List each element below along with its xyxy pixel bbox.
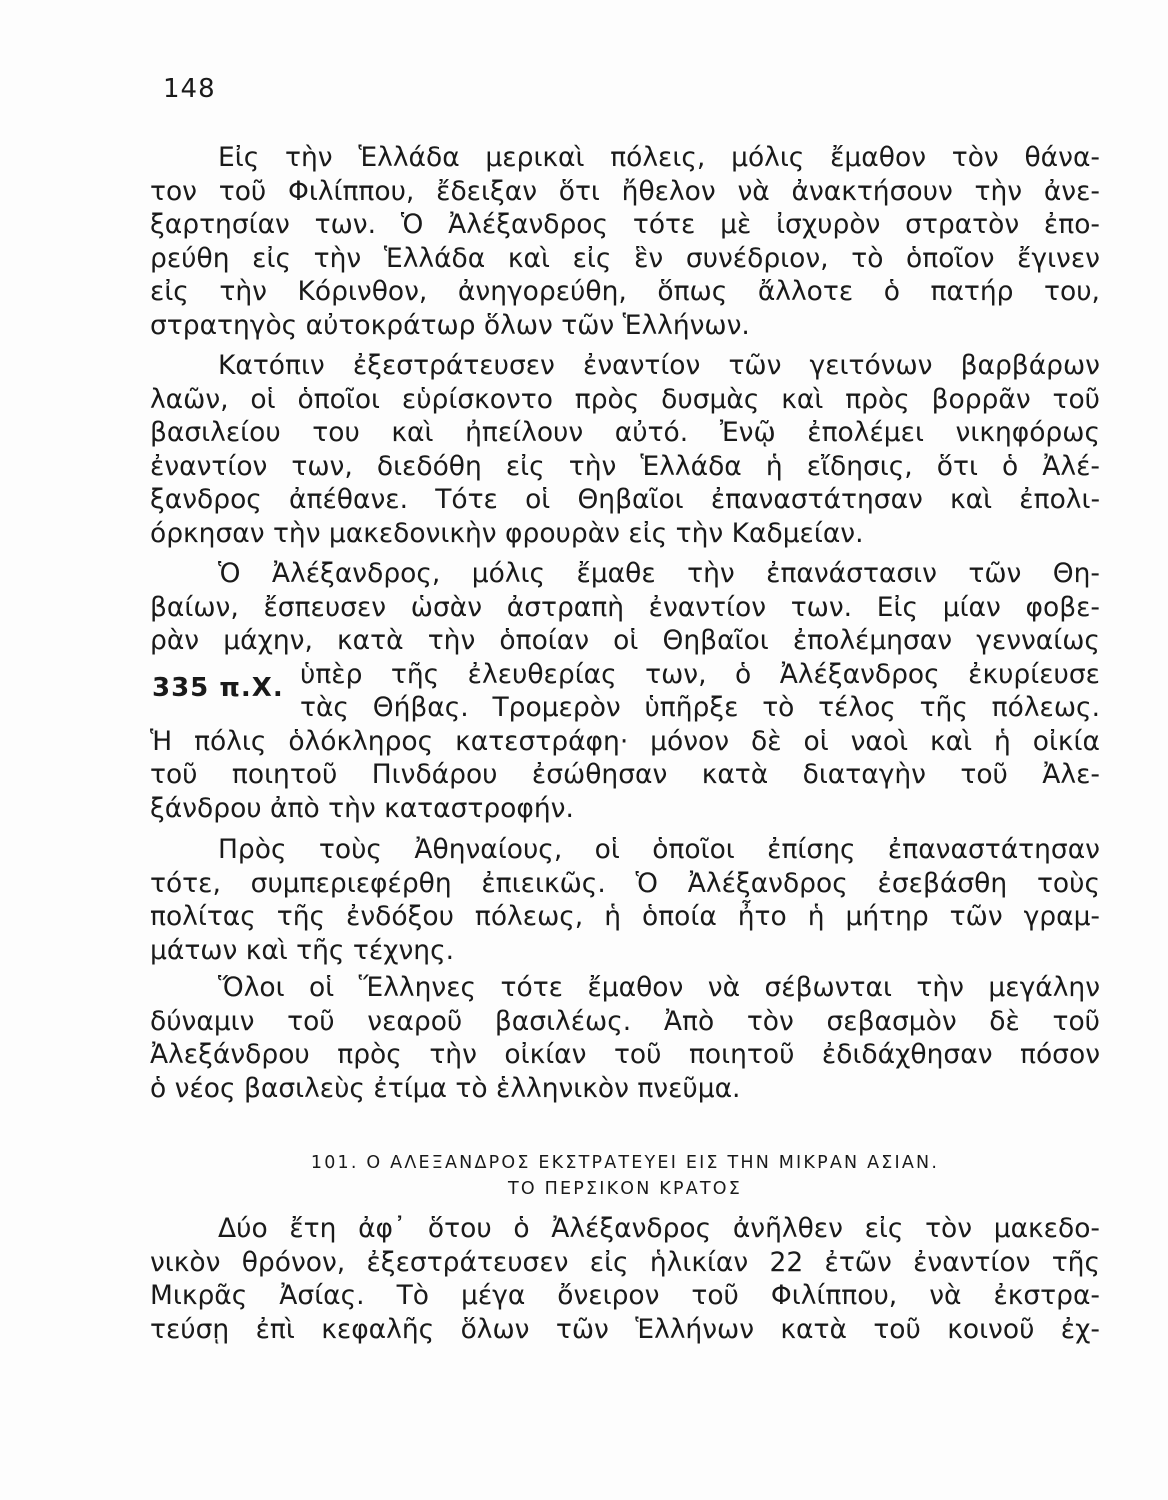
text-line: ὁ νέος βασιλεὺς ἐτίμα τὸ ἑλληνικὸν πνεῦμα. [150,1072,741,1104]
text-line: Κατόπιν ἐξεστράτευσεν ἐναντίον τῶν γειτόνων βαρβάρων [218,350,1100,381]
page-number: 148 [163,74,216,104]
text-line: βαίων, ἔσπευσεν ὡσὰν ἀστραπὴ ἐναντίον των. Εἰς μίαν φοβε- [150,591,1100,623]
text-line: μάτων καὶ τῆς τέχνης. [150,934,455,966]
text-line: ξάνδρου ἀπὸ τὴν καταστροφήν. [150,792,574,824]
text-line: Ἀλεξάνδρου πρὸς τὴν οἰκίαν τοῦ ποιητοῦ ἐδιδάχθησαν πόσον [150,1039,1100,1070]
text-line: Εἰς τὴν Ἑλλάδα μερικαὶ πόλεις, μόλις ἔμαθον τὸν θάνα- [218,142,1100,173]
text-line: ρεύθη εἰς τὴν Ἑλλάδα καὶ εἰς ἓν συνέδριον, τὸ ὁποῖον ἔγινεν [150,242,1100,274]
paragraph-2 [150,349,1100,550]
text-line: νικὸν θρόνον, ἐξεστράτευσεν εἰς ἡλικίαν 22 ἐτῶν ἐναντίον τῆς [150,1246,1100,1278]
text-line: Μικρᾶς Ἀσίας. Τὸ μέγα ὄνειρον τοῦ Φιλίππου, νὰ ἐκστρα- [150,1280,1100,1311]
text-line: ξαρτησίαν των. Ὁ Ἀλέξανδρος τότε μὲ ἰσχυρὸν στρατὸν ἐπο- [150,209,1100,240]
text-line: βασιλείου του καὶ ἠπείλουν αὐτό. Ἐνῷ ἐπολέμει νικηφόρως [150,417,1100,448]
text-line: στρατηγὸς αὐτοκράτωρ ὅλων τῶν Ἑλλήνων. [150,309,750,341]
section-heading-subtitle: ΤΟ ΠΕΡΣΙΚΟΝ ΚΡΑΤΟΣ [507,1179,743,1199]
text-line: τεύσῃ ἐπὶ κεφαλῆς ὅλων τῶν Ἑλλήνων κατὰ τοῦ κοινοῦ ἐχ- [150,1313,1100,1345]
margin-date-note: 335 π.Χ. [152,673,284,703]
paragraph-4 [150,833,1100,967]
text-line: ἐναντίον των, διεδόθη εἰς τὴν Ἑλλάδα ἡ εἴδησις, ὅτι ὁ Ἀλέ- [150,450,1100,482]
text-line: τον τοῦ Φιλίππου, ἔδειξαν ὅτι ἤθελον νὰ ἀνακτήσουν τὴν ἀνε- [150,175,1100,207]
text-line: Δύο ἔτη ἀφ᾽ ὅτου ὁ Ἀλέξανδρος ἀνῆλθεν εἰς τὸν μακεδο- [218,1213,1100,1244]
text-line: Ἡ πόλις ὁλόκληρος κατεστράφη· μόνον δὲ οἱ ναοὶ καὶ ἡ οἰκία [150,725,1100,757]
text-line: Ὅλοι οἱ Ἕλληνες τότε ἔμαθον νὰ σέβωνται τὴν μεγάλην [218,972,1100,1003]
text-line: ξανδρος ἀπέθανε. Τότε οἱ Θηβαῖοι ἐπαναστάτησαν καὶ ἐπολι- [150,484,1100,515]
section-heading [150,1150,1100,1202]
text-line: ὑπὲρ τῆς ἐλευθερίας των, ὁ Ἀλέξανδρος ἐκυρίευσε [300,658,1100,690]
paragraph-1 [150,141,1100,342]
text-line: τοῦ ποιητοῦ Πινδάρου ἐσώθησαν κατὰ διαταγὴν τοῦ Ἀλε- [150,759,1100,790]
text-line: λαῶν, οἱ ὁποῖοι εὑρίσκοντο πρὸς δυσμὰς καὶ πρὸς βορρᾶν τοῦ [150,383,1100,415]
paragraph-3 [150,557,1100,825]
text-line: τότε, συμπεριεφέρθη ἐπιεικῶς. Ὁ Ἀλέξανδρος ἐσεβάσθη τοὺς [150,867,1100,899]
paragraph-5 [150,971,1100,1105]
text-line: όρκησαν τὴν μακεδονικὴν φρουρὰν εἰς τὴν Καδμείαν. [150,517,864,549]
text-line: πολίτας τῆς ἐνδόξου πόλεως, ἡ ὁποία ἦτο ἡ μήτηρ τῶν γραμ- [150,901,1100,932]
text-line: ρὰν μάχην, κατὰ τὴν ὁποίαν οἱ Θηβαῖοι ἐπολέμησαν γενναίως [150,625,1100,656]
text-line: εἰς τὴν Κόρινθον, ἀνηγορεύθη, ὅπως ἄλλοτε ὁ πατήρ του, [150,276,1100,307]
text-line: Ὁ Ἀλέξανδρος, μόλις ἔμαθε τὴν ἐπανάστασιν τῶν Θη- [218,558,1100,589]
text-line: τὰς Θήβας. Τρομερὸν ὑπῆρξε τὸ τέλος τῆς πόλεως. [300,692,1100,723]
section-heading-title: 101. Ο ΑΛΕΞΑΝΔΡΟΣ ΕΚΣΤΡΑΤΕΥΕΙ ΕΙΣ ΤΗΝ ΜΙΚΡΑΝ ΑΣΙΑΝ. [310,1153,940,1173]
text-line: δύναμιν τοῦ νεαροῦ βασιλέως. Ἀπὸ τὸν σεβασμὸν δὲ τοῦ [150,1005,1100,1037]
text-line: Πρὸς τοὺς Ἀθηναίους, οἱ ὁποῖοι ἐπίσης ἐπαναστάτησαν [218,834,1100,865]
paragraph-6 [150,1212,1100,1346]
